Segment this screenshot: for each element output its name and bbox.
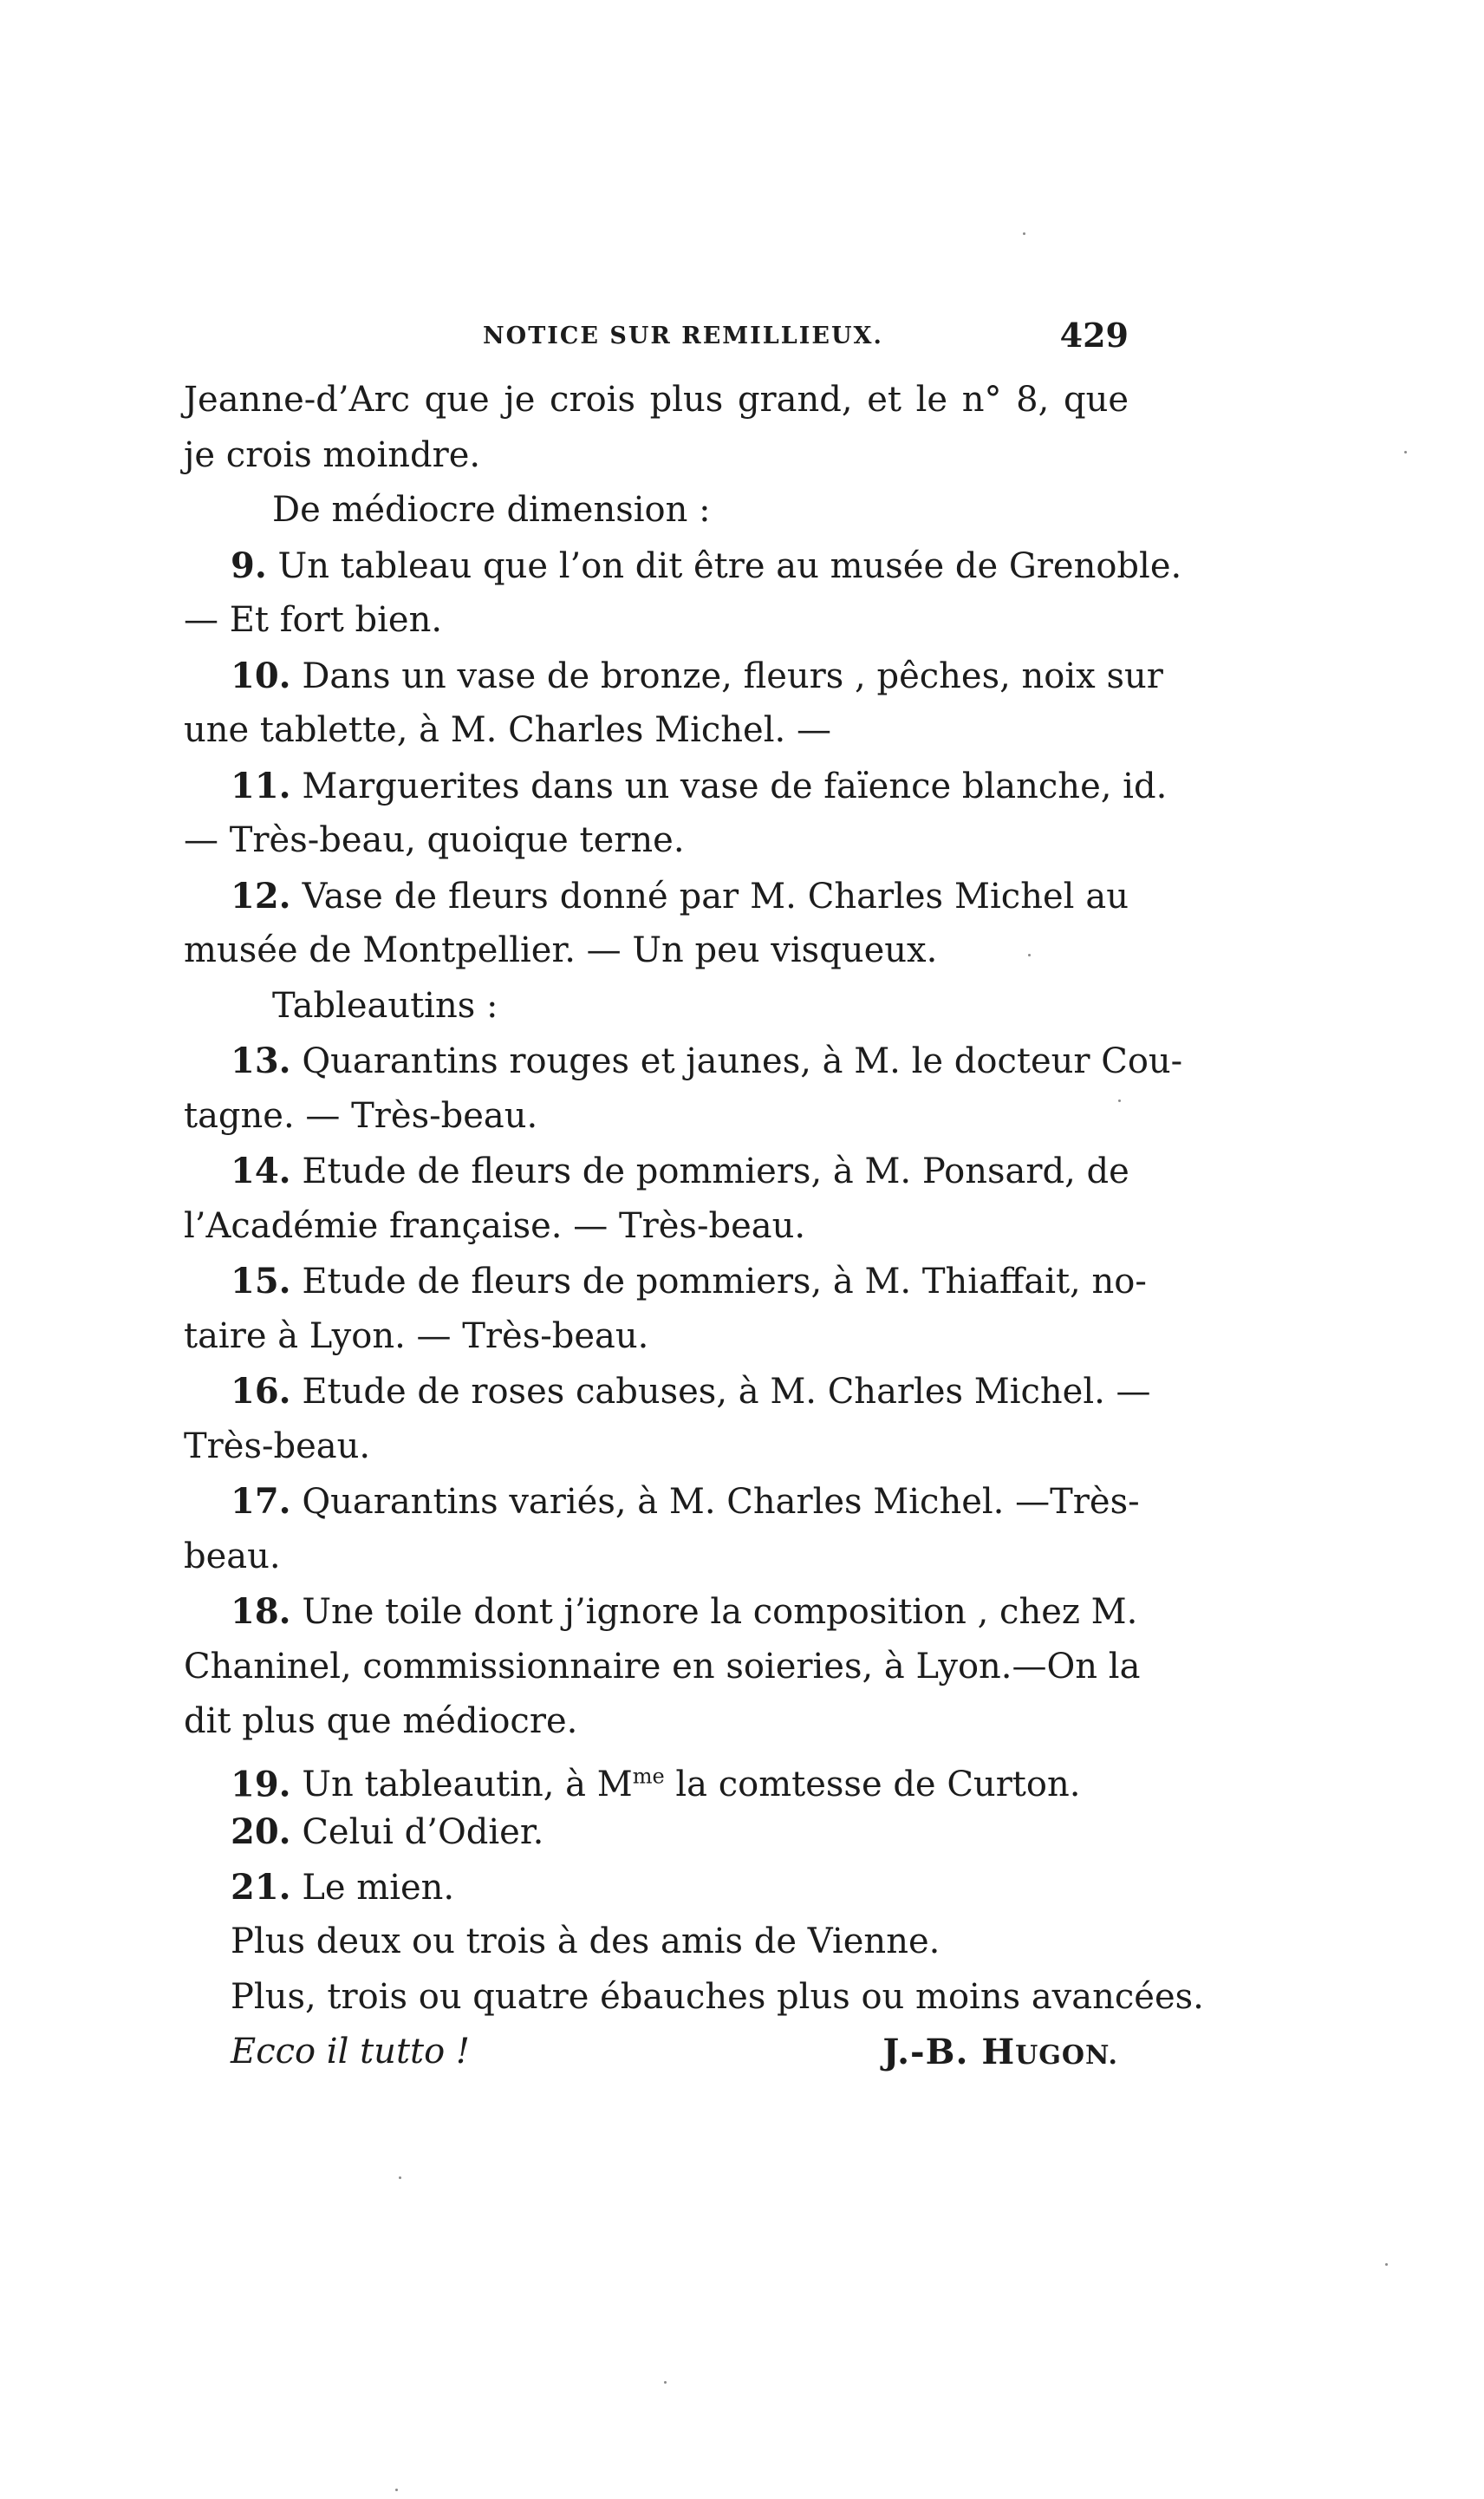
item-text: Une toile dont j’ignore la composition , chez M. — [302, 1592, 1138, 1632]
item-number: 11. — [231, 765, 291, 806]
text-line: Jeanne-d’Arc que je crois plus grand, et le n° 8, que — [184, 380, 1129, 420]
item-number: 14. — [231, 1151, 291, 1191]
text-line: je crois moindre. — [184, 434, 481, 475]
signature-line — [184, 2025, 1129, 2080]
item-text-part: Un tableautin, à M — [302, 1764, 633, 1804]
item-number: 10. — [231, 655, 291, 696]
signature-initials: J.-B. H — [882, 2032, 1016, 2072]
list-item — [184, 1364, 1151, 1419]
signature-surname: UGON. — [1015, 2040, 1118, 2071]
text-line: tagne. — Très-beau. — [184, 1095, 538, 1136]
item-number: 13. — [231, 1041, 291, 1081]
item-text: Un tableau que l’on dit être au musée de Grenoble. — [277, 545, 1182, 586]
item-number: 20. — [231, 1811, 291, 1852]
text-line: Plus, trois ou quatre ébauches plus ou moins avancées. — [231, 1976, 1204, 2017]
paper-speck — [399, 2176, 401, 2179]
item-text: Quarantins variés, à M. Charles Michel. —Très- — [302, 1482, 1140, 1522]
list-item — [184, 1144, 1129, 1199]
list-item — [184, 1860, 1129, 1915]
item-number: 16. — [231, 1371, 291, 1412]
text-line: Plus deux ou trois à des amis de Vienne. — [231, 1922, 941, 1961]
closing-phrase: Ecco il tutto ! — [231, 2032, 470, 2072]
body-text — [184, 373, 1204, 2080]
item-number: 12. — [231, 875, 291, 917]
item-text: Vase de fleurs donné par M. Charles Michel au — [302, 876, 1129, 917]
text-line: — Très-beau, quoique terne. — [184, 820, 685, 860]
text-line: l’Académie française. — Très-beau. — [184, 1205, 806, 1246]
item-number: 15. — [231, 1261, 291, 1302]
section-heading: Tableautins : — [272, 985, 498, 1026]
item-text: Quarantins rouges et jaunes, à M. le docteur Cou- — [302, 1041, 1183, 1081]
text-line: dit plus que médiocre. — [184, 1701, 578, 1741]
item-text: Etude de fleurs de pommiers, à M. Ponsard, de — [302, 1152, 1129, 1191]
text-line: musée de Montpellier. — Un peu visqueux. — [184, 930, 938, 970]
item-number: 17. — [231, 1481, 291, 1522]
item-number: 18. — [231, 1591, 291, 1632]
section-heading: De médiocre dimension : — [272, 490, 711, 530]
item-text: Le mien. — [302, 1867, 455, 1908]
list-item — [184, 1750, 1129, 1805]
text-line: Très-beau. — [184, 1426, 371, 1466]
item-text-part: la comtesse de Curton. — [664, 1764, 1081, 1804]
text-line: taire à Lyon. — Très-beau. — [184, 1315, 649, 1356]
list-item — [184, 1034, 1183, 1089]
paper-speck — [1028, 954, 1031, 956]
superscript: me — [632, 1764, 665, 1789]
item-number: 21. — [231, 1866, 291, 1908]
item-text: Etude de roses cabuses, à M. Charles Michel. — — [302, 1372, 1151, 1412]
item-text: Dans un vase de bronze, fleurs , pêches, noix sur — [302, 656, 1163, 696]
item-text — [302, 1765, 1080, 1804]
item-text: Marguerites dans un vase de faïence blanche, id. — [302, 766, 1168, 806]
list-item — [184, 1254, 1147, 1309]
item-text: Etude de fleurs de pommiers, à M. Thiaffait, no- — [302, 1262, 1147, 1302]
list-item — [184, 1804, 1129, 1860]
paper-speck — [1385, 2263, 1388, 2266]
text-line: beau. — [184, 1536, 281, 1576]
list-item — [184, 869, 1129, 924]
running-title: NOTICE SUR REMILLIEUX. — [483, 323, 883, 349]
page-number: 429 — [1059, 316, 1129, 355]
list-item — [184, 1584, 1138, 1640]
list-item — [184, 1474, 1140, 1530]
list-item — [184, 538, 1182, 594]
paper-speck — [395, 2489, 398, 2491]
paper-speck — [1023, 232, 1025, 235]
signature — [882, 2025, 1118, 2080]
page-header — [184, 316, 1129, 362]
text-line: une tablette, à M. Charles Michel. — — [184, 710, 831, 750]
item-text: Celui d’Odier. — [302, 1812, 544, 1852]
text-line: — Et fort bien. — [184, 600, 443, 640]
paper-speck — [1118, 1099, 1121, 1102]
paper-speck — [1404, 451, 1407, 453]
item-number: 9. — [231, 545, 267, 586]
item-number: 19. — [231, 1763, 291, 1804]
list-item — [184, 649, 1163, 704]
paper-speck — [664, 2381, 667, 2384]
text-line: Chaninel, commissionnaire en soieries, à Lyon.—On la — [184, 1646, 1141, 1687]
list-item — [184, 759, 1168, 814]
